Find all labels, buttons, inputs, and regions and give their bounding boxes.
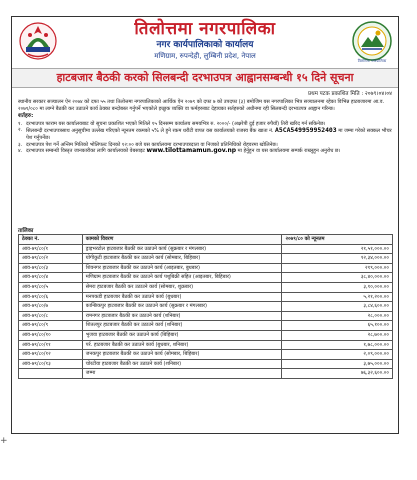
contract-amount-cell: ३,८४,६००.००: [282, 302, 393, 312]
table-row: [19, 330, 393, 340]
contract-description-cell: मनपकडी हाटबजार बैठकी कर उठाउने कार्य (बुधबार): [82, 292, 282, 302]
contract-amount-cell: १२,३४,०००.००: [282, 254, 393, 264]
table-row: [19, 282, 393, 292]
column-header-min-amount: २०७९/८० को न्यूनतम: [282, 235, 393, 245]
logo-caption: तिलोत्तमा नगरपालिका: [357, 59, 387, 63]
contract-description-cell: ड्राइभरटोल हाटबजार बैठकी कर उठाउने कार्य (सुक्रबार र मंगलबार): [82, 244, 282, 254]
contract-description-cell: रामनगर हाटबजार बैठकी कर उठाउने कार्य (शनिबार): [82, 311, 282, 321]
contract-table: [18, 234, 393, 379]
office-name: नगर कार्यपालिकाको कार्यालय: [156, 40, 254, 50]
table-row: [19, 273, 393, 283]
term-item: २. सिलबन्दी दरभाउपत्रसाथ अनुसूचीमा उल्लेख गरिएको न्यूनतम रकमको ५% ले हुने रकम धरौटी वापत यस कार्यालयको राजस्व बैंक खाता नं. A5CA549959952403 मा जम्मा गरेको सक्कल भौचर पेश गर्नुपर्नेछ।: [18, 126, 392, 141]
contract-amount-cell: ३,१०,०००.००: [282, 282, 393, 292]
contract-description-cell: कान्छिकपुर हाटबजार बैठकी कर उठाउने कार्य (सुक्रबार र मंगलबार): [82, 302, 282, 312]
notice-title: हाटबजार बैठकी करको सिलबन्दी दरभाउपत्र आह्वानसम्बन्धी १५ दिने सूचना: [12, 68, 398, 88]
municipality-logo-icon: [351, 20, 393, 64]
contract-number-cell: आव-७९/८०/१०: [19, 330, 83, 340]
terms-label: शर्तहरु:: [18, 113, 34, 120]
contract-description-cell: पर्र. हाटबजार बैठकी कर उठाउने कार्य (बुधबार, शनिबार): [82, 340, 282, 350]
notice-body: [18, 99, 393, 155]
contract-description-cell: शिवनगर हाटबजार बैठकी कर उठाउने कार्य (आइतबार, बुधबार): [82, 263, 282, 273]
bank-account-number: A5CA549959952403: [275, 126, 337, 135]
column-header-description: कामको विवरण: [82, 235, 282, 245]
contract-description-cell: जनकपुर हाटबजार बैठकी कर उठाउने कार्य (सोमबार, बिहिबार): [82, 350, 282, 360]
table-row: [19, 292, 393, 302]
table-total-row: [19, 369, 393, 379]
table-row: [19, 302, 393, 312]
contract-amount-cell: ६५,१००.००: [282, 321, 393, 331]
contract-number-cell: आव-७९/८०/५: [19, 282, 83, 292]
term-item: १. दरभाउपत्र फाराम यस कार्यालयबाट यो सूचना प्रकाशित भएको मितिले १५ दिनसम्म कार्यालय समयभित्र रु. २०००/- (अक्षरेपी दुई हजार रुपैयाँ) तिरी खरिद गर्न सकिनेछ।: [18, 120, 326, 127]
total-amount: ७६,३२,६००.००: [282, 369, 393, 379]
table-row: [19, 321, 393, 331]
contract-amount-cell: २८,७००.००: [282, 330, 393, 340]
table-row: [19, 254, 393, 264]
publication-date: प्रथम पटक प्रकाशित मिति : २०७९।०४।०४: [307, 91, 392, 97]
office-address: मणिग्राम, रुपन्देही, लुम्बिनी प्रदेश, नेपाल: [154, 52, 256, 60]
notice-header: [12, 17, 398, 67]
contract-amount-cell: २,०९,०००.००: [282, 350, 393, 360]
contract-number-cell: आव-७९/८०/१३: [19, 359, 83, 369]
contract-amount-cell: २१,५१,०००.००: [282, 244, 393, 254]
municipality-name: तिलोत्तमा नगरपालिका: [134, 19, 276, 39]
contract-description-cell: योगीकुटी हाटबजार बैठकी कर उठाउने कार्य (सोमबार, बिहिबार): [82, 254, 282, 264]
table-caption: तालिका: [18, 228, 34, 234]
contract-number-cell: आव-७९/८०/१२: [19, 350, 83, 360]
crop-mark: +: [0, 436, 8, 446]
table-row: [19, 263, 393, 273]
contract-number-cell: आव-७९/८०/४: [19, 273, 83, 283]
contract-number-cell: आव-७९/८०/११: [19, 340, 83, 350]
table-row: [19, 244, 393, 254]
table-row: [19, 350, 393, 360]
term-item: ४. दरभाउपत्र सम्बन्धी विस्तृत जानकारीका लागि कार्यालयको वेबसाइट www.tilottamamun.gov.np मा हेर्नुहुन वा यस कार्यालयमा सम्पर्क राख्नुहुन अनुरोध छ।: [18, 147, 341, 155]
contract-amount-cell: ५,२१,२००.००: [282, 292, 393, 302]
table-row: [19, 359, 393, 369]
contract-description-cell: शितलपुर हाटबजार बैठकी कर उठाउने कार्य (शनिबार): [82, 321, 282, 331]
contract-number-cell: आव-७९/८०/६: [19, 292, 83, 302]
contract-amount-cell: २८,०००.००: [282, 311, 393, 321]
contract-description-cell: चोरटीया हाटबजार बैठकी कर उठाउने कार्य (शनिबार): [82, 359, 282, 369]
term-item: ३. दरभाउपत्र पेश गर्ने अन्तिम मितिको भोलिपल्ट दिनको १२:०० बजे यस कार्यालयमा दरभाउपत्रदाता वा निजको प्रतिनिधिको रोहवरमा खोलिनेछ।: [18, 141, 278, 148]
contract-number-cell: आव-७९/८०/२: [19, 254, 83, 264]
table-header-row: [19, 235, 393, 245]
column-header-contract-no: ठेक्का नं.: [19, 235, 83, 245]
contract-number-cell: आव-७९/८०/७: [19, 302, 83, 312]
contract-description-cell: मणिग्राम हाटबजार बैठकी कर उठाउने कार्य पशुबिक्री सहित (आइतबार, बिहिबार): [82, 273, 282, 283]
notice-intro: स्थानीय सरकार सञ्चालन ऐन २०७४ को दफा ५५ तथा तिलोत्तमा नगरपालिकाको आर्थिक ऐन २०७९ को दफा ७ को उपदफा (३) बमोजिम यस नगरपालिका भित्र सञ्चालनमा रहेका विभिन्न हाटबजारमा आ.व. २०७९/०८० मा लाग्ने बैठकी कर उठाउने कार्य ठेक्का बन्दोबस्त गर्नुपर्ने भएकोले इच्छुक व्यक्ति वा फर्महरुबाट देहायका सर्तहरुको अधीनमा रही सिलबन्दी दरभाउपत्र आह्वान गरिन्छ।: [18, 99, 385, 112]
contract-number-cell: आव-७९/८०/३: [19, 263, 83, 273]
total-label: जम्मा: [82, 369, 282, 379]
table-row: [19, 340, 393, 350]
nepal-emblem-icon: [18, 21, 58, 61]
public-notice: [11, 16, 399, 434]
website-link[interactable]: www.tilottamamun.gov.np: [146, 147, 237, 155]
contract-description-cell: सेमरा हाटबजार बैठकी कर उठाउने कार्य (सोमबार, शुक्रबार): [82, 282, 282, 292]
contract-description-cell: भुजवा हाटबजार बैठकी कर उठाउने कार्य (बिहिबार): [82, 330, 282, 340]
contract-amount-cell: १,७८,०००.००: [282, 340, 393, 350]
table-row: [19, 311, 393, 321]
contract-number-cell: आव-७९/८०/१: [19, 244, 83, 254]
contract-amount-cell: ३,७५,०००.००: [282, 359, 393, 369]
contract-amount-cell: २१९,०००.००: [282, 263, 393, 273]
contract-number-cell: आव-७९/८०/९: [19, 321, 83, 331]
contract-amount-cell: ३८,४०,०००.००: [282, 273, 393, 283]
contract-number-cell: आव-७९/८०/८: [19, 311, 83, 321]
